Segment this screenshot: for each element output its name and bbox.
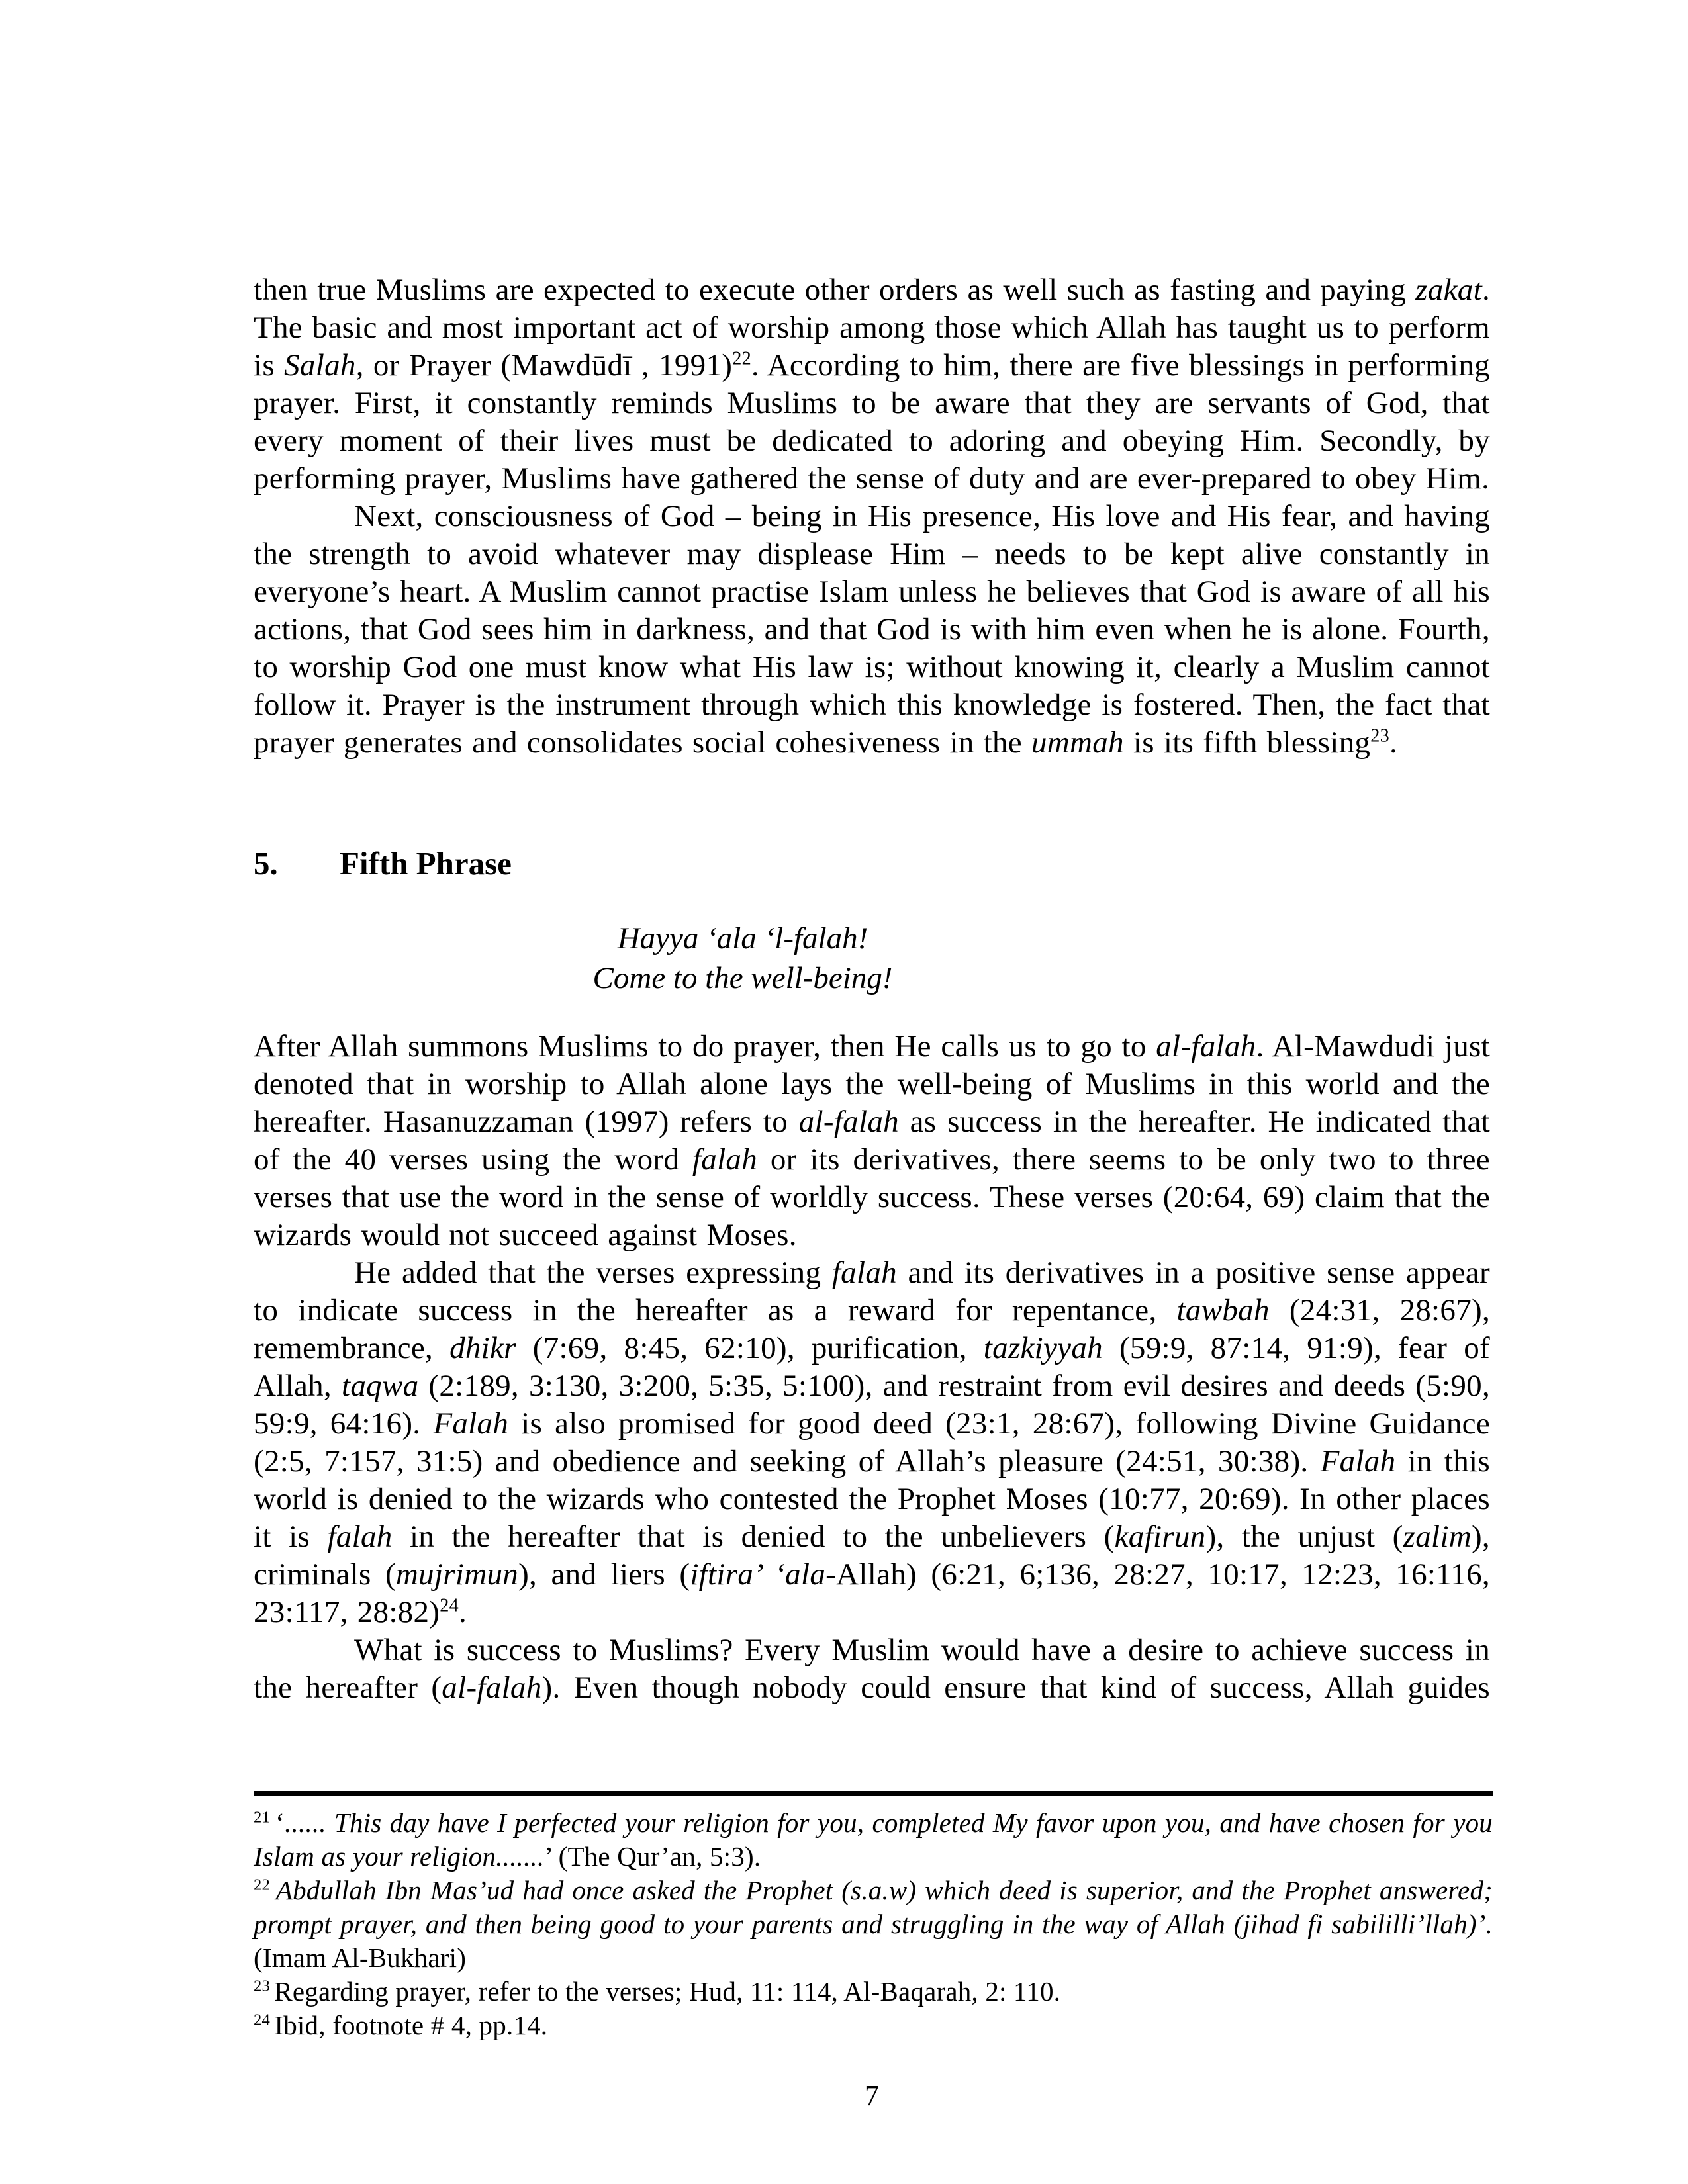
paragraph: Next, consciousness of God – being in His presence, His love and His fear, and having the strength to avoid whatever may displease Him – needs to be kept alive constantly in everyone’s heart. A Muslim cannot practise Islam unless he believes that God is aware of all his actions, that God sees him in darkness, and that God is with him even when he is alone. Fourth, to worship God one must know what His law is; without knowing it, clearly a Muslim cannot follow it. Prayer is the instrument through which this knowledge is fostered. Then, the fact that prayer generates and consolidates social cohesiveness in the ummah is its fifth blessing$^{23}$.	[254, 499, 1490, 760]
footnote-separator	[254, 1791, 1493, 1796]
arabic-phrase: Hayya ‘ala ‘l-falah!	[617, 921, 868, 956]
page-body	[254, 271, 1490, 1707]
phrase-block	[254, 919, 1232, 998]
section-heading	[254, 844, 1490, 882]
footnote: $^{24}$ Ibid, footnote # 4, pp.14.	[254, 2010, 548, 2040]
footnote: $^{23}$ Regarding prayer, refer to the verses; Hud, 11: 114, Al-Baqarah, 2: 110.	[254, 1976, 1061, 2007]
paragraph: then true Muslims are expected to execute other orders as well such as fasting and paying zakat. The basic and most important act of worship among those which Allah has taught us to perform is Salah, or Prayer (Mawdūdī , 1991)$^{22}$. According to him, there are five blessings in performing prayer. First, it constantly reminds Muslims to be aware that they are servants of God, that every moment of their lives must be dedicated to adoring and obeying Him. Secondly, by performing prayer, Muslims have gathered the sense of duty and are ever-prepared to obey Him.	[254, 273, 1490, 496]
section-number: 5.	[254, 845, 278, 882]
paragraph: He added that the verses expressing falah and its derivatives in a positive sense appear to indicate success in the hereafter as a reward for repentance, tawbah (24:31, 28:67), remembrance, dhikr (7:69, 8:45, 62:10), purification, tazkiyyah (59:9, 87:14, 91:9), fear of Allah, taqwa (2:189, 3:130, 3:200, 5:35, 5:100), and restraint from evil desires and deeds (5:90, 59:9, 64:16). Falah is also promised for good deed (23:1, 28:67), following Divine Guidance (2:5, 7:157, 31:5) and obedience and seeking of Allah’s pleasure (24:51, 30:38). Falah in this world is denied to the wizards who contested the Prophet Moses (10:77, 20:69). In other places it is falah in the hereafter that is denied to the unbelievers (kafirun), the unjust (zalim), criminals (mujrimun), and liers (iftira’ ‘ala-Allah) (6:21, 6;136, 28:27, 10:17, 12:23, 16:116, 23:117, 28:82)$^{24}$.	[254, 1255, 1491, 1629]
phrase-translation: Come to the well-being!	[592, 961, 893, 995]
footnote: $^{22}$ Abdullah Ibn Mas’ud had once asked the Prophet (s.a.w) which deed is superior, and the Prophet answered; prompt prayer, and then being good to your parents and struggling in the way of Allah (jihad fi sabililli’llah)’. (Imam Al-Bukhari)	[254, 1875, 1493, 1973]
section-title: Fifth Phrase	[340, 845, 512, 882]
page-number: 7	[865, 2079, 879, 2112]
paragraph: After Allah summons Muslims to do prayer, then He calls us to go to al-falah. Al-Mawdudi just denoted that in worship to Allah alone lays the well-being of Muslims in this world and the hereafter. Hasanuzzaman (1997) refers to al-falah as success in the hereafter. He indicated that of the 40 verses using the word falah or its derivatives, there seems to be only two to three verses that use the word in the sense of worldly success. These verses (20:64, 69) claim that the wizards would not succeed against Moses.	[254, 1029, 1491, 1252]
footnotes-section	[254, 1791, 1493, 2042]
footnote: $^{21}$ ‘...... This day have I perfected your religion for you, completed My favor upon you, and have chosen for you Islam as your religion.......’ (The Qur’an, 5:3).	[254, 1807, 1493, 1872]
paragraph: What is success to Muslims? Every Muslim would have a desire to achieve success in the hereafter (al-falah). Even though nobody could ensure that kind of success, Allah guides	[254, 1633, 1490, 1705]
